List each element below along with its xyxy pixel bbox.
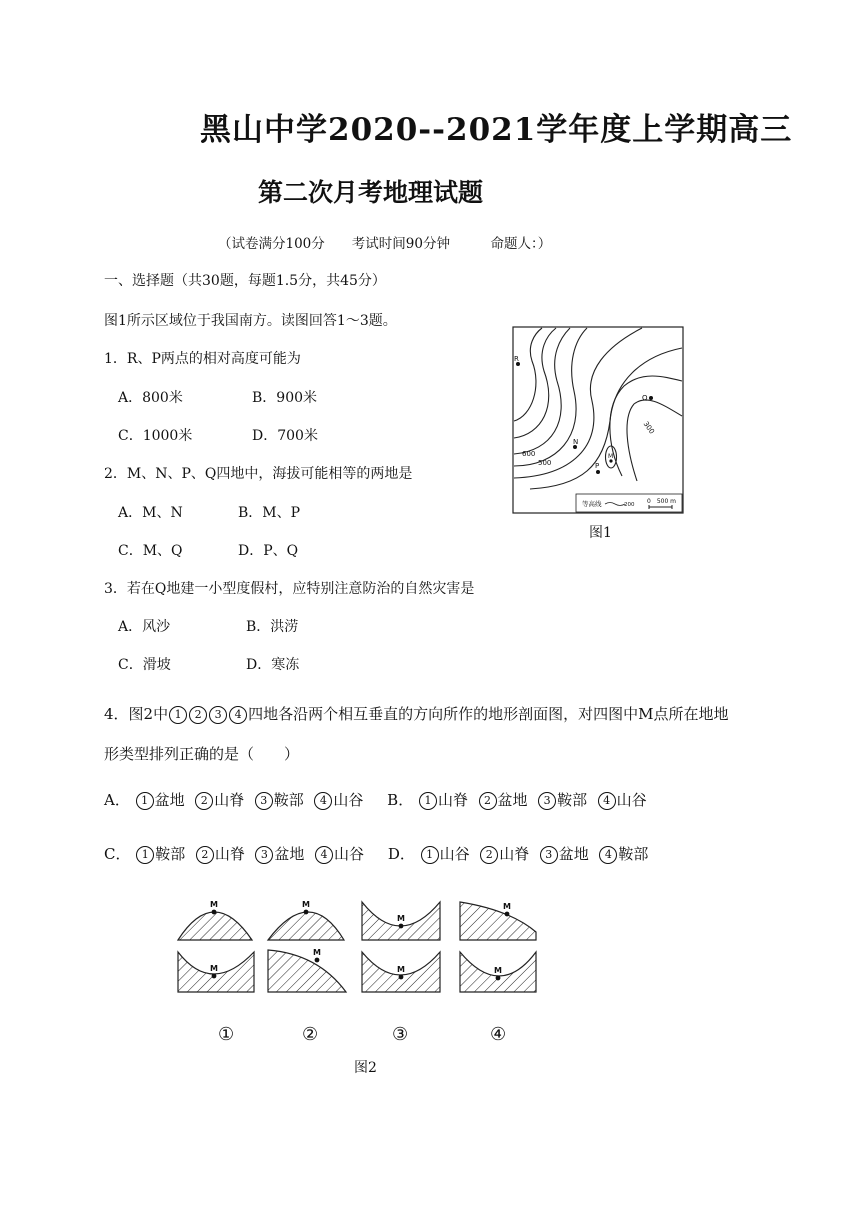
option-c-item-3: 盆地: [274, 845, 305, 863]
circle-num-3: 3: [540, 846, 558, 864]
question-3-option-a: A．风沙: [118, 619, 171, 635]
option-d-item-4: 鞍部: [618, 845, 649, 863]
circle-num-3: 3: [255, 846, 273, 864]
circle-num-3: 3: [255, 792, 273, 810]
contour-map-figure: [512, 326, 684, 514]
question-1-option-c: C．1000米: [118, 428, 193, 444]
circle-num-4: 4: [229, 706, 247, 724]
circle-num-3: 3: [209, 706, 227, 724]
option-c-item-1: 鞍部: [155, 845, 186, 863]
contour-label-500: 500: [538, 459, 552, 467]
figure-1-caption: 图1: [589, 525, 612, 541]
circle-num-1: 1: [136, 846, 154, 864]
circle-num-2: 2: [189, 706, 207, 724]
question-1-option-b: B．900米: [252, 390, 318, 406]
option-d-item-3: 盆地: [558, 845, 589, 863]
option-c-label: C．: [104, 845, 131, 863]
profile-m-label: M: [397, 914, 405, 923]
question-4-stem: [104, 703, 728, 724]
section-heading: 一、选择题（共30题，每题1.5分，共45分）: [104, 273, 386, 289]
profile-m-label: M: [313, 948, 321, 957]
question-2-option-a: A．M、N: [118, 505, 183, 521]
document-subtitle: 第二次月考地理试题: [258, 178, 484, 207]
option-c-item-4: 山谷: [333, 845, 364, 863]
option-b-item-4: 山谷: [616, 791, 647, 809]
question-3-option-b: B．洪涝: [246, 619, 299, 635]
section-intro: 图1所示区域位于我国南方。读图回答1～3题。: [104, 313, 397, 329]
legend-contour-text: 等高线: [582, 500, 602, 508]
circle-num-2: 2: [479, 792, 497, 810]
point-label-p: P: [595, 462, 600, 470]
profile-m-label: M: [503, 902, 511, 911]
profile-m-label: M: [210, 964, 218, 973]
terrain-profiles-figure: [170, 890, 550, 1000]
circle-num-1: 1: [136, 792, 154, 810]
option-b-item-1: 山脊: [437, 791, 468, 809]
scale-bar-text: 0 500 m: [647, 498, 677, 505]
circle-num-3: 3: [538, 792, 556, 810]
question-3-option-c: C．滑坡: [118, 657, 171, 673]
point-label-q: Q: [642, 394, 648, 402]
question-2-option-c: C．M、Q: [118, 543, 183, 559]
question-3-option-d: D．寒冻: [246, 657, 300, 673]
circle-num-4: 4: [599, 846, 617, 864]
question-3-stem: 3．若在Q地建一小型度假村，应特别注意防治的自然灾害是: [104, 581, 475, 597]
legend-contour-value: 200: [624, 502, 635, 508]
option-a-item-1: 盆地: [154, 791, 185, 809]
document-title: 黑山中学2020--2021学年度上学期高三: [200, 112, 793, 148]
question-4-stem-start: 4．图2中: [104, 705, 169, 723]
question-4-options-cd: [104, 843, 648, 864]
circle-num-1: 1: [421, 846, 439, 864]
profile-m-label: M: [210, 900, 218, 909]
circle-num-4: 4: [314, 792, 332, 810]
question-1-option-d: D．700米: [252, 428, 318, 444]
option-d-label: D．: [387, 845, 415, 863]
circle-num-2: 2: [196, 846, 214, 864]
question-4-stem-end: 四地各沿两个相互垂直的方向所作的地形剖面图，对四图中M点所在地地: [248, 705, 729, 723]
circle-num-1: 1: [169, 706, 187, 724]
question-2-stem: 2．M、N、P、Q四地中，海拔可能相等的两地是: [104, 466, 413, 482]
option-d-item-2: 山脊: [499, 845, 530, 863]
circle-num-2: 2: [195, 792, 213, 810]
circle-num-4: 4: [315, 846, 333, 864]
question-1-stem: 1．R、P两点的相对高度可能为: [104, 351, 301, 367]
circle-num-4: 4: [598, 792, 616, 810]
circle-num-1: 1: [419, 792, 437, 810]
question-2-option-d: D．P、Q: [238, 543, 299, 559]
option-c-item-2: 山脊: [214, 845, 245, 863]
exam-info: （试卷满分100分 考试时间90分钟 命题人：）: [218, 236, 552, 252]
contour-label-300: 300: [641, 420, 656, 436]
question-4-stem-line2: 形类型排列正确的是（ ）: [104, 745, 300, 763]
option-a-item-3: 鞍部: [273, 791, 304, 809]
profile-m-label: M: [397, 965, 405, 974]
option-a-item-4: 山谷: [333, 791, 364, 809]
option-b-item-2: 盆地: [497, 791, 528, 809]
point-label-n: N: [573, 438, 579, 446]
figure-2-panel-label-1: ①: [218, 1024, 235, 1045]
point-label-r: R: [514, 355, 519, 363]
figure-2-panel-label-2: ②: [302, 1024, 319, 1045]
profile-m-label: M: [302, 900, 310, 909]
option-a-label: A．: [104, 791, 130, 809]
figure-2-panel-label-4: ④: [490, 1024, 507, 1045]
profile-m-label: M: [494, 966, 502, 975]
circle-num-2: 2: [480, 846, 498, 864]
point-label-m: M: [608, 453, 614, 460]
option-b-label: B．: [387, 791, 414, 809]
option-a-item-2: 山脊: [214, 791, 245, 809]
option-d-item-1: 山谷: [439, 845, 470, 863]
question-4-options-ab: [104, 789, 647, 810]
contour-label-600: 600: [522, 450, 536, 458]
option-b-item-3: 鞍部: [557, 791, 588, 809]
figure-2-panel-label-3: ③: [392, 1024, 409, 1045]
question-1-option-a: A．800米: [118, 390, 183, 406]
question-2-option-b: B．M、P: [238, 505, 301, 521]
figure-2-caption: 图2: [354, 1060, 377, 1076]
